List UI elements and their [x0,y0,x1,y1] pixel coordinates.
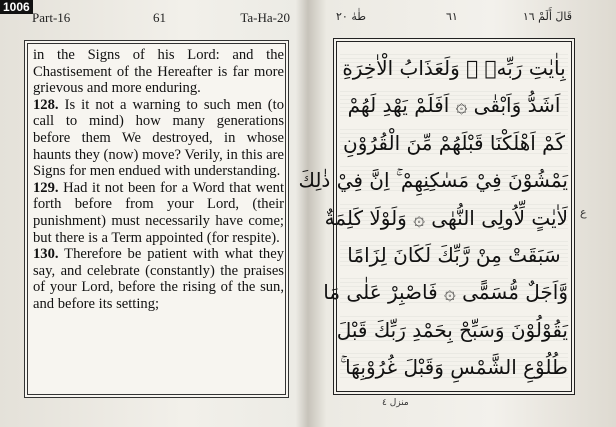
translation-text [33,47,284,313]
part-label: Part-16 [32,10,71,25]
surah-arabic: طٰهٰ ٢٠ [336,10,366,23]
translation-box [24,40,289,398]
arabic-line: لَاٰيٰتٍ لِّاُولِى النُّهٰى ۞ وَلَوْلَا كَلِمَةٌ [324,205,568,230]
translation-paragraph [33,97,284,180]
arabic-line: يَقُوْلُوْنَ وَسَبِّحْ بِحَمْدِ رَبِّكَ قَبْلَ [336,317,568,342]
translation-paragraph [33,246,284,312]
verse-text: Had it not been for a Word that went forth before from your Lord, (their punishment) must necessarily have come; but there is a Term appointed (for respite). [33,179,284,246]
translation-paragraph [33,180,284,246]
arabic-text-box [298,38,575,395]
juz-arabic: قَالَ أَلَمْ ١٦ [522,10,572,23]
verse-text: Is it not a warning to such men (to call to mind) how many generations before them We destroyed, in whose haunts they (now) move? Verily, in this are Signs for men endued with understanding. [33,96,284,180]
arabic-line: وَّاَجَلٌ مُّسَمًّى ۞ فَاصْبِرْ عَلٰى مَا [323,280,568,305]
arabic-line: سَبَقَتْ مِنْ رَّبِّكَ لَكَانَ لِزَامًا [340,241,568,269]
verse-number: 129. [33,179,59,196]
arabic-line: بِاٰيٰتِ رَبِّهٖ ۚ وَلَعَذَابُ الْاٰخِرَةِ [340,54,568,82]
arabic-line: يَمْشُوْنَ فِيْ مَسٰكِنِهِمْ ۚ اِنَّ فِيْ ذٰلِكَ [298,168,568,193]
arabic-line: اَشَدُّ وَاَبْقٰى ۞ اَفَلَمْ يَهْدِ لَهُمْ [340,91,568,119]
page-number-arabic: ٦١ [446,10,458,23]
arabic-line: طُلُوْعِ الشَّمْسِ وَقَبْلَ غُرُوْبِهَا ۚ [340,355,568,380]
surah-label: Ta-Ha-20 [240,10,290,25]
left-page-header [32,10,290,26]
page-stamp: 1006 [0,0,33,14]
arabic-line: كَمْ اَهْلَكْنَا قَبْلَهُمْ مِّنَ الْقُرُوْنِ [340,129,568,157]
verse-text: Therefore be patient with what they say, and celebrate (constantly) the praises of your Lord, before the rising of the sun, and before its setting; [33,246,284,312]
page-number: 61 [153,10,166,25]
verse-number: 128. [33,96,59,113]
translation-paragraph [33,47,284,97]
verse-text: in the Signs of his Lord: and the Chastisement of the Hereafter is far more grievous and more enduring. [33,47,284,97]
verse-number: 130. [33,246,59,263]
manzil-footer: منزل ٤ [382,398,409,408]
ruku-marker: ع [580,206,587,219]
right-page-header [336,10,572,26]
